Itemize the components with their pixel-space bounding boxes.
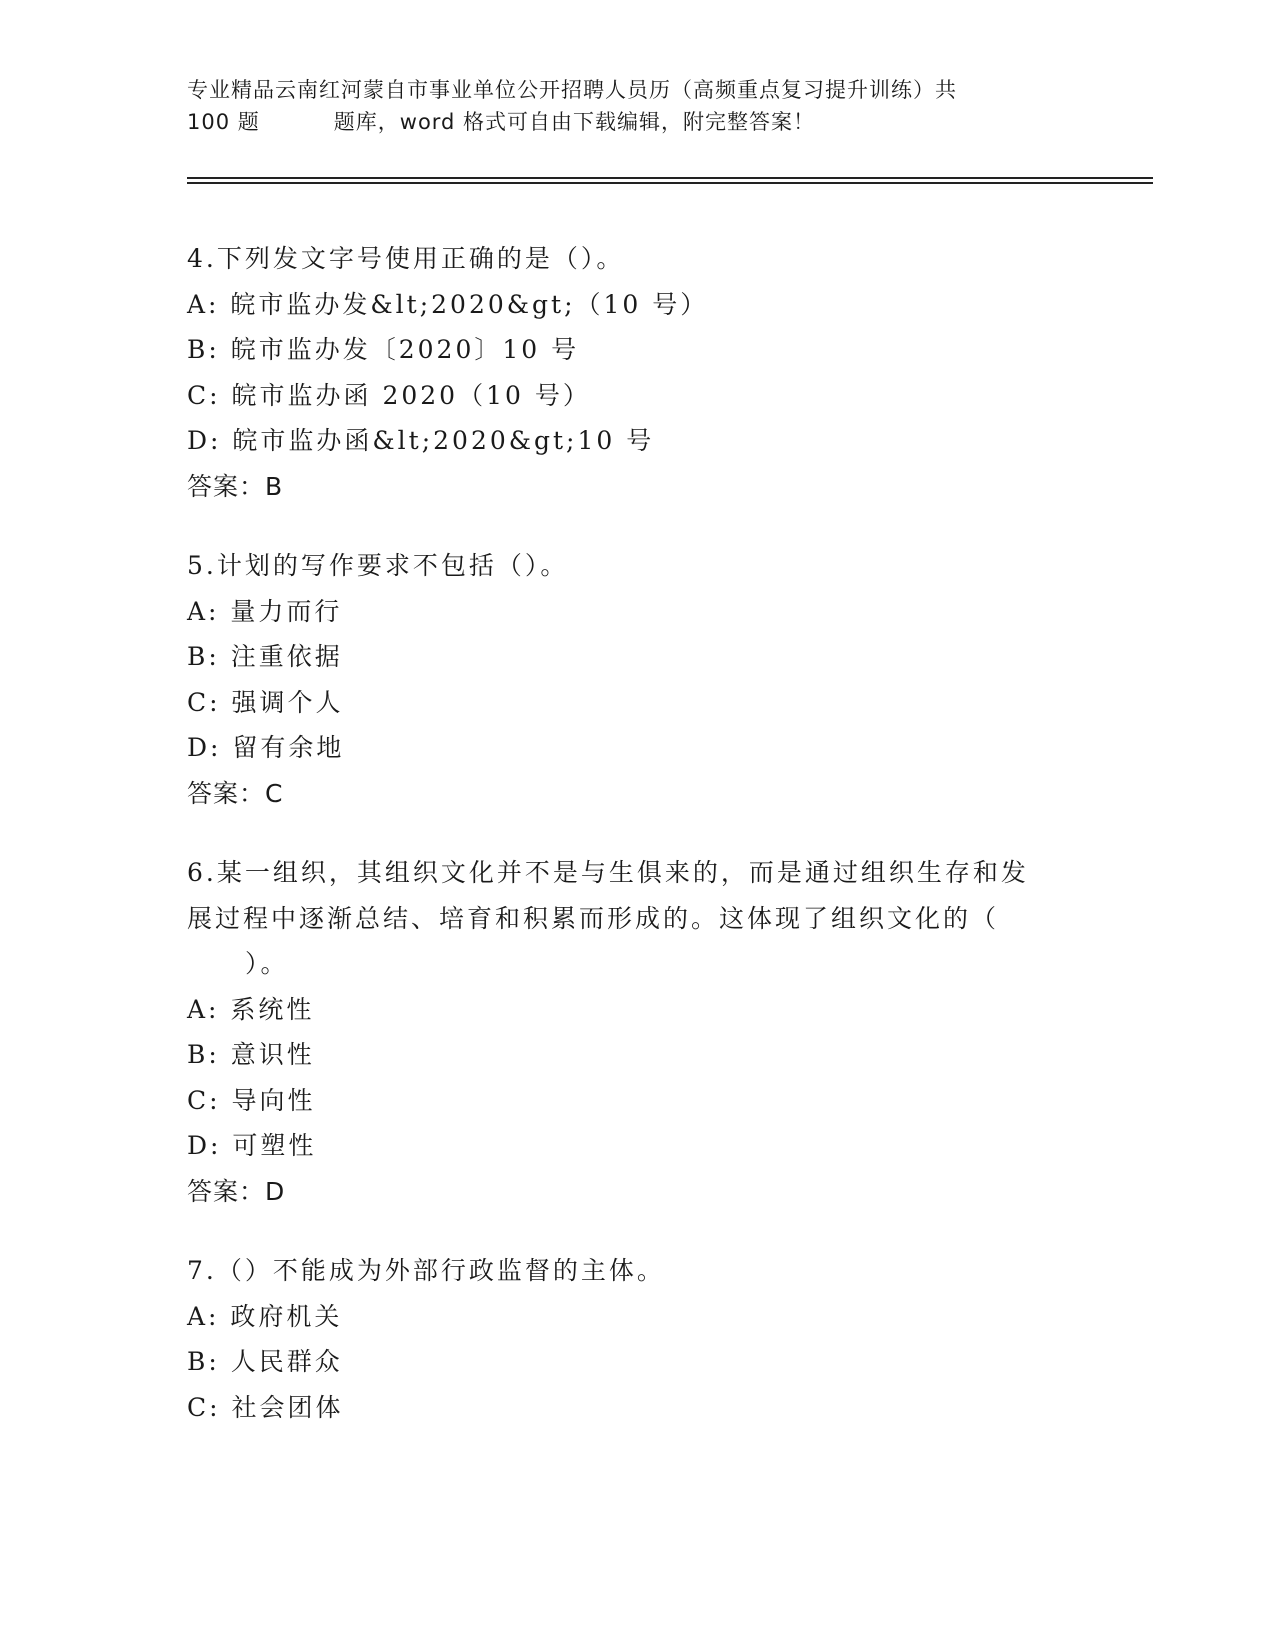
- header-divider-bottom: [187, 182, 1153, 184]
- option-c: C: 皖市监办函 2020（10 号）: [187, 380, 591, 410]
- option-b: B: 皖市监办发〔2020〕10 号: [187, 335, 580, 364]
- question-stem: 7.（）不能成为外部行政监督的主体。: [187, 1256, 665, 1285]
- header-line-2-text: 题库，word 格式可自由下载编辑，附完整答案！: [333, 110, 816, 134]
- header-divider-top: [187, 177, 1153, 179]
- question-stem-line-2: 展过程中逐渐总结、培育和积累而形成的。这体现了组织文化的（: [187, 903, 1000, 933]
- option-d: D: 留有余地: [187, 733, 345, 762]
- answer: 答案：D: [187, 1176, 286, 1206]
- question-stem-line-1: 6.某一组织，其组织文化并不是与生俱来的，而是通过组织生存和发: [187, 858, 1029, 887]
- answer: 答案：B: [187, 471, 284, 501]
- question-list: [187, 236, 1087, 1464]
- option-c: C: 社会团体: [187, 1392, 344, 1422]
- option-b: B: 人民群众: [187, 1347, 343, 1376]
- header-line-2: [187, 106, 1067, 138]
- question-count: 100 题: [187, 110, 260, 134]
- option-a: A: 量力而行: [187, 596, 343, 626]
- question-4: [187, 236, 1087, 509]
- option-d: D: 可塑性: [187, 1131, 317, 1160]
- option-b: B: 意识性: [187, 1040, 315, 1069]
- option-b: B: 注重依据: [187, 642, 343, 671]
- question-stem-line-3: ）。: [245, 949, 289, 978]
- question-7: [187, 1248, 1087, 1430]
- question-stem: 5.计划的写作要求不包括（）。: [187, 551, 569, 580]
- question-stem: 4.下列发文字号使用正确的是（）。: [187, 244, 625, 273]
- answer: 答案：C: [187, 778, 284, 808]
- option-a: A: 皖市监办发&lt;2020&gt;（10 号）: [187, 289, 709, 319]
- option-a: A: 政府机关: [187, 1301, 343, 1331]
- question-5: [187, 543, 1087, 816]
- question-6: [187, 850, 1087, 1214]
- option-c: C: 导向性: [187, 1085, 316, 1115]
- option-a: A: 系统性: [187, 994, 315, 1024]
- option-d: D: 皖市监办函&lt;2020&gt;10 号: [187, 426, 655, 455]
- option-c: C: 强调个人: [187, 687, 344, 717]
- header-line-1: 专业精品云南红河蒙自市事业单位公开招聘人员历（高频重点复习提升训练）共: [187, 78, 957, 102]
- document-header: [187, 74, 1067, 138]
